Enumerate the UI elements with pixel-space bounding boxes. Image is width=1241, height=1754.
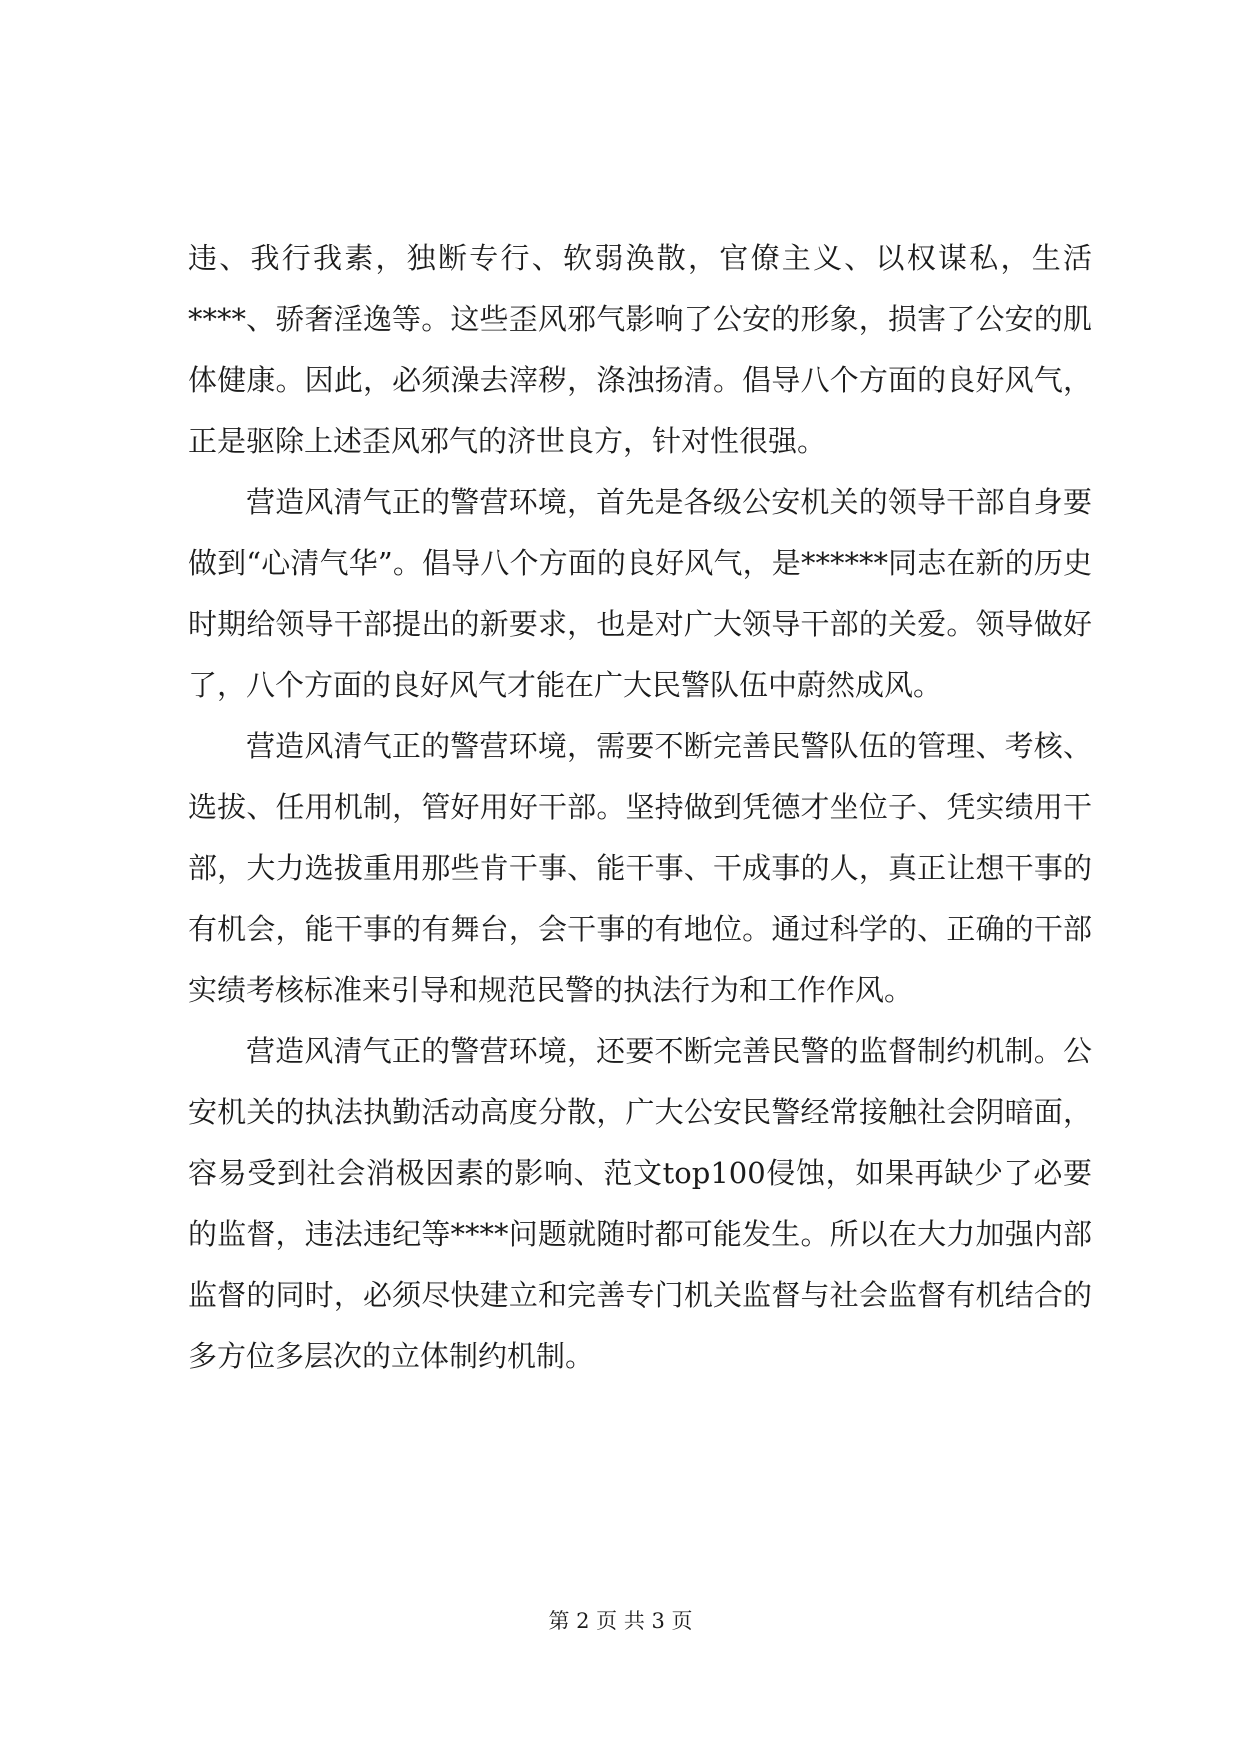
paragraph-management: 营造风清气正的警营环境，需要不断完善民警队伍的管理、考核、选拔、任用机制，管好用好干部。坚持做到凭德才坐位子、凭实绩用干部，大力选拔重用那些肯干事、能干事、干成事的人，真正让想干事的有机会，能干事的有舞台，会干事的有地位。通过科学的、正确的干部实绩考核标准来引导和规范民警的执法行为和工作作风。: [188, 729, 1092, 1007]
document-body: [188, 228, 1092, 1387]
paragraph-continuation: 违、我行我素，独断专行、软弱涣散，官僚主义、以权谋私，生活****、骄奢淫逸等。这些歪风邪气影响了公安的形象，损害了公安的肌体健康。因此，必须澡去滓秽，涤浊扬清。倡导八个方面的良好风气，正是驱除上述歪风邪气的济世良方，针对性很强。: [188, 241, 1092, 458]
paragraph-supervision: 营造风清气正的警营环境，还要不断完善民警的监督制约机制。公安机关的执法执勤活动高度分散，广大公安民警经常接触社会阴暗面，容易受到社会消极因素的影响、范文top100侵蚀，如果再缺少了必要的监督，违法违纪等****问题就随时都可能发生。所以在大力加强内部监督的同时，必须尽快建立和完善专门机关监督与社会监督有机结合的多方位多层次的立体制约机制。: [188, 1034, 1092, 1373]
page-number-footer: 第 2 页 共 3 页: [548, 1609, 693, 1633]
paragraph-leadership: 营造风清气正的警营环境，首先是各级公安机关的领导干部自身要做到“心清气华”。倡导八个方面的良好风气，是******同志在新的历史时期给领导干部提出的新要求，也是对广大领导干部的关爱。领导做好了，八个方面的良好风气才能在广大民警队伍中蔚然成风。: [188, 485, 1092, 702]
